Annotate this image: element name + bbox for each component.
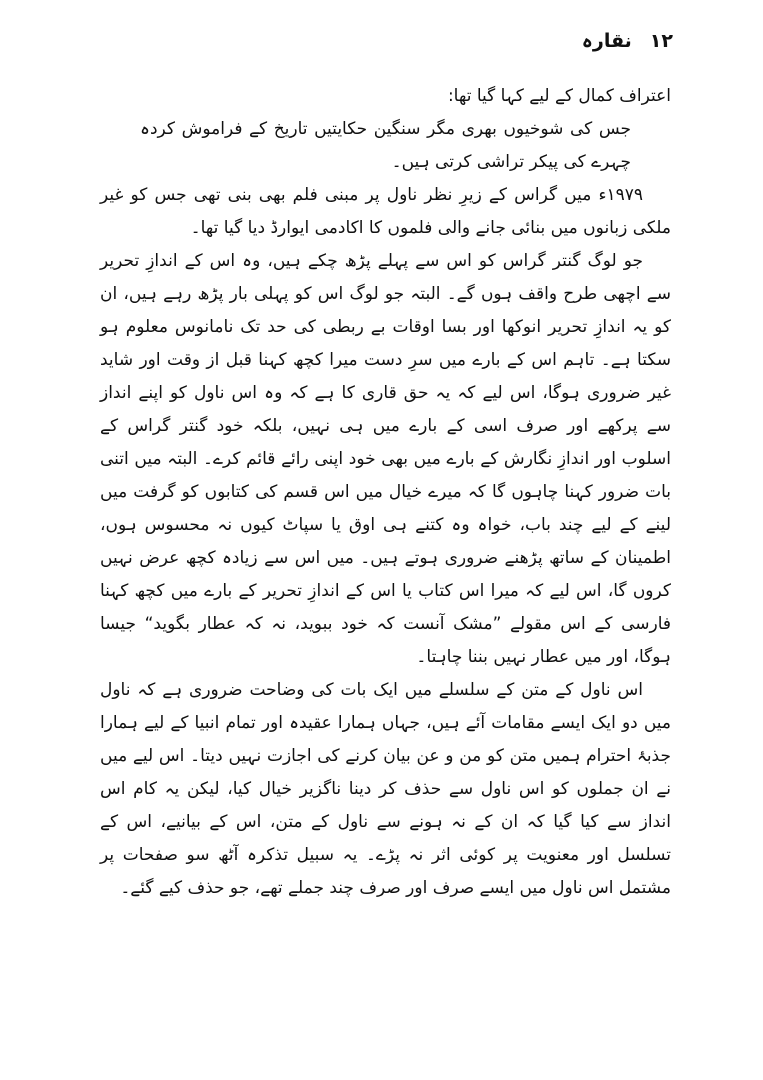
page-header: [90, 30, 673, 66]
paragraph-text-note: اس ناول کے متن کے سلسلے میں ایک بات کی وضاحت ضروری ہے کہ ناول میں دو ایک ایسے مقامات آئے ہیں، جہاں ہمارا عقیدہ اور تمام انبیا کے لیے ہمارا جذبۂ احترام ہمیں متن کو من و عن بیان کرنے کی اجازت نہیں دیتا۔ اس لیے میں نے ان جملوں کو اس ناول سے حذف کر دینا ناگزیر خیال کیا، لیکن یہ کام اس انداز سے کیا گیا کہ ان کے نہ ہونے سے ناول کے متن، اس کے بیانیے، اس کے تسلسل اور معنویت پر کوئی اثر نہ پڑے۔ یہ سبیل تذکرہ آٹھ سو صفحات پر مشتمل اس ناول میں ایسے صرف اور صرف چند جملے تھے، جو حذف کیے گئے۔: [100, 680, 671, 898]
paragraph-intro: اعتراف کمال کے لیے کہا گیا تھا:: [447, 86, 671, 106]
paragraph-style: جو لوگ گنتر گراس کو اس سے پہلے پڑھ چکے ہیں، وہ اس کے اندازِ تحریر سے اچھی طرح واقف ہوں گے۔ البتہ جو لوگ اس کو پہلی بار پڑھ رہے ہیں، ان کو یہ اندازِ تحریر انوکھا اور بسا اوقات بے ربطی کی حد تک نامانوس معلوم ہو سکتا ہے۔ تاہم اس کے بارے میں سرِ دست میرا کچھ کہنا قبل از وقت اور شاید غیر ضروری ہوگا، اس لیے کہ یہ حق قاری کا ہے کہ وہ اس ناول کو اپنے انداز سے پرکھے اور صرف اسی کے بارے میں ہی نہیں، بلکہ خود گنتر گراس کے اسلوب اور اندازِ نگارش کے بارے میں بھی خود اپنی رائے قائم کرے۔ البتہ میں اتنی بات ضرور کہنا چاہوں گا کہ میرے خیال میں اس قسم کی کتابوں کو گرفت میں لینے کے لیے چند باب، خواہ وہ کتنے ہی اوق یا سپاٹ کیوں نہ محسوس ہوں، اطمینان کے ساتھ پڑھنے ضروری ہوتے ہیں۔ میں اس سے زیادہ کچھ عرض نہیں کروں گا، اس لیے کہ میرا اس کتاب یا اس کے اندازِ تحریر کے بارے میں کچھ کہنا فارسی کے اس مقولے ”مشک آنست کہ خود ببوید، نہ کہ عطار بگوید“ جیسا ہوگا، اور میں عطار نہیں بننا چاہتا۔: [100, 251, 671, 667]
page-number: ۱۲: [649, 30, 673, 52]
page-body: [100, 80, 671, 905]
block-quote: جس کی شوخیوں بھری مگر سنگین حکایتیں تاریخ کے فراموش کردہ چہرے کی پیکر تراشی کرتی ہیں۔: [140, 119, 631, 172]
running-title: نقارہ: [581, 30, 632, 52]
paragraph-film: ۱۹۷۹ء میں گراس کے زیرِ نظر ناول پر مبنی فلم بھی بنی تھی جس کو غیر ملکی زبانوں میں بنائی جانے والی فلموں کا اکادمی ایوارڈ دیا گیا تھا۔: [100, 185, 671, 238]
